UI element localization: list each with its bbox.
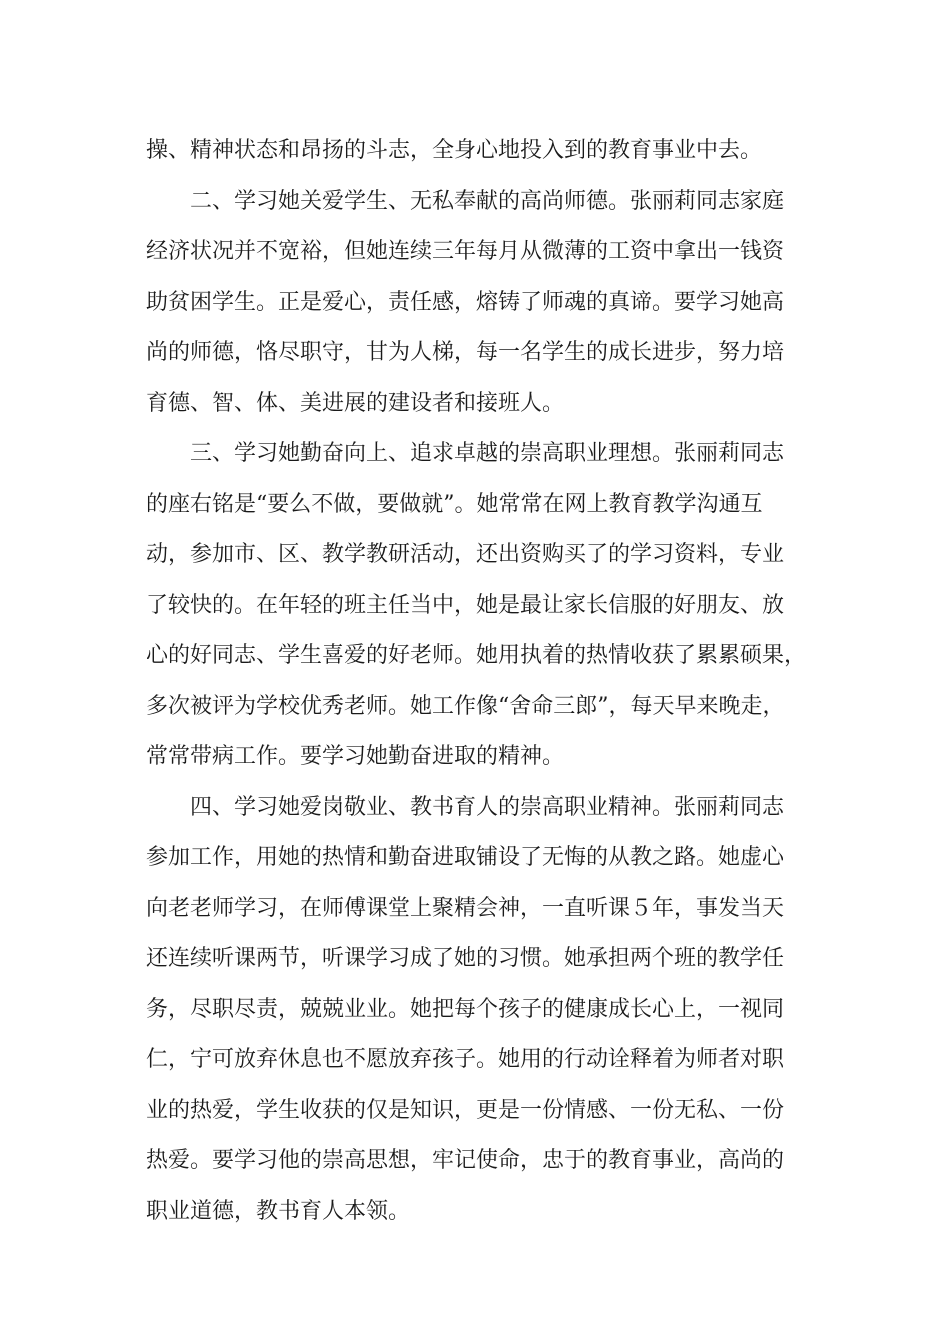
text-line: 多次被评为学校优秀老师。她工作像“舍命三郎”，每天早来晚走， (146, 693, 785, 719)
text-line: 了较快的。在年轻的班主任当中，她是最让家长信服的好朋友、放 (146, 592, 785, 618)
paragraph-start-line: 四、学习她爱岗敬业、教书育人的崇高职业精神。张丽莉同志 (190, 794, 785, 820)
document-body (146, 126, 826, 1237)
paragraph-start-line: 三、学习她勤奋向上、追求卓越的崇高职业理想。张丽莉同志 (190, 441, 785, 466)
paragraph-start-line: 二、学习她关爱学生、无私奉献的高尚师德。张丽莉同志家庭 (190, 188, 785, 214)
text-line: 经济状况并不宽裕，但她连续三年每月从微薄的工资中拿出一钱资 (146, 239, 785, 264)
text-line: 热爱。要学习他的崇高思想，牢记使命，忠于的教育事业，高尚的 (146, 1148, 785, 1173)
text-line: 育德、智、体、美进展的建设者和接班人。 (146, 390, 565, 416)
text-line: 仁，宁可放弃休息也不愿放弃孩子。她用的行动诠释着为师者对职 (146, 1047, 785, 1072)
text-line: 的座右铭是“要么不做，要做就”。她常常在网上教育教学沟通互 (146, 491, 763, 517)
text-line: 常常带病工作。要学习她勤奋进取的精神。 (146, 744, 565, 769)
text-line: 还连续听课两节，听课学习成了她的习惯。她承担两个班的教学任 (146, 946, 785, 971)
text-line: 尚的师德，恪尽职守，甘为人梯，每一名学生的成长进步，努力培 (146, 340, 785, 365)
text-line: 务，尽职尽责，兢兢业业。她把每个孩子的健康成长心上，一视同 (146, 996, 785, 1022)
text-line: 业的热爱，学生收获的仅是知识，更是一份情感、一份无私、一份 (146, 1097, 785, 1123)
text-line: 参加工作，用她的热情和勤奋进取铺设了无悔的从教之路。她虚心 (146, 845, 785, 870)
text-line: 心的好同志、学生喜爱的好老师。她用执着的热情收获了累累硕果， (146, 643, 807, 668)
text-line: 动，参加市、区、教学教研活动，还出资购买了的学习资料，专业 (146, 542, 785, 567)
text-line: 职业道德，教书育人本领。 (146, 1198, 411, 1224)
text-line: 操、精神状态和昂扬的斗志，全身心地投入到的教育事业中去。 (146, 138, 763, 163)
text-line: 助贫困学生。正是爱心，责任感，熔铸了师魂的真谛。要学习她高 (146, 289, 785, 315)
text-line: 向老老师学习，在师傅课堂上聚精会神，一直听课５年，事发当天 (146, 895, 785, 921)
